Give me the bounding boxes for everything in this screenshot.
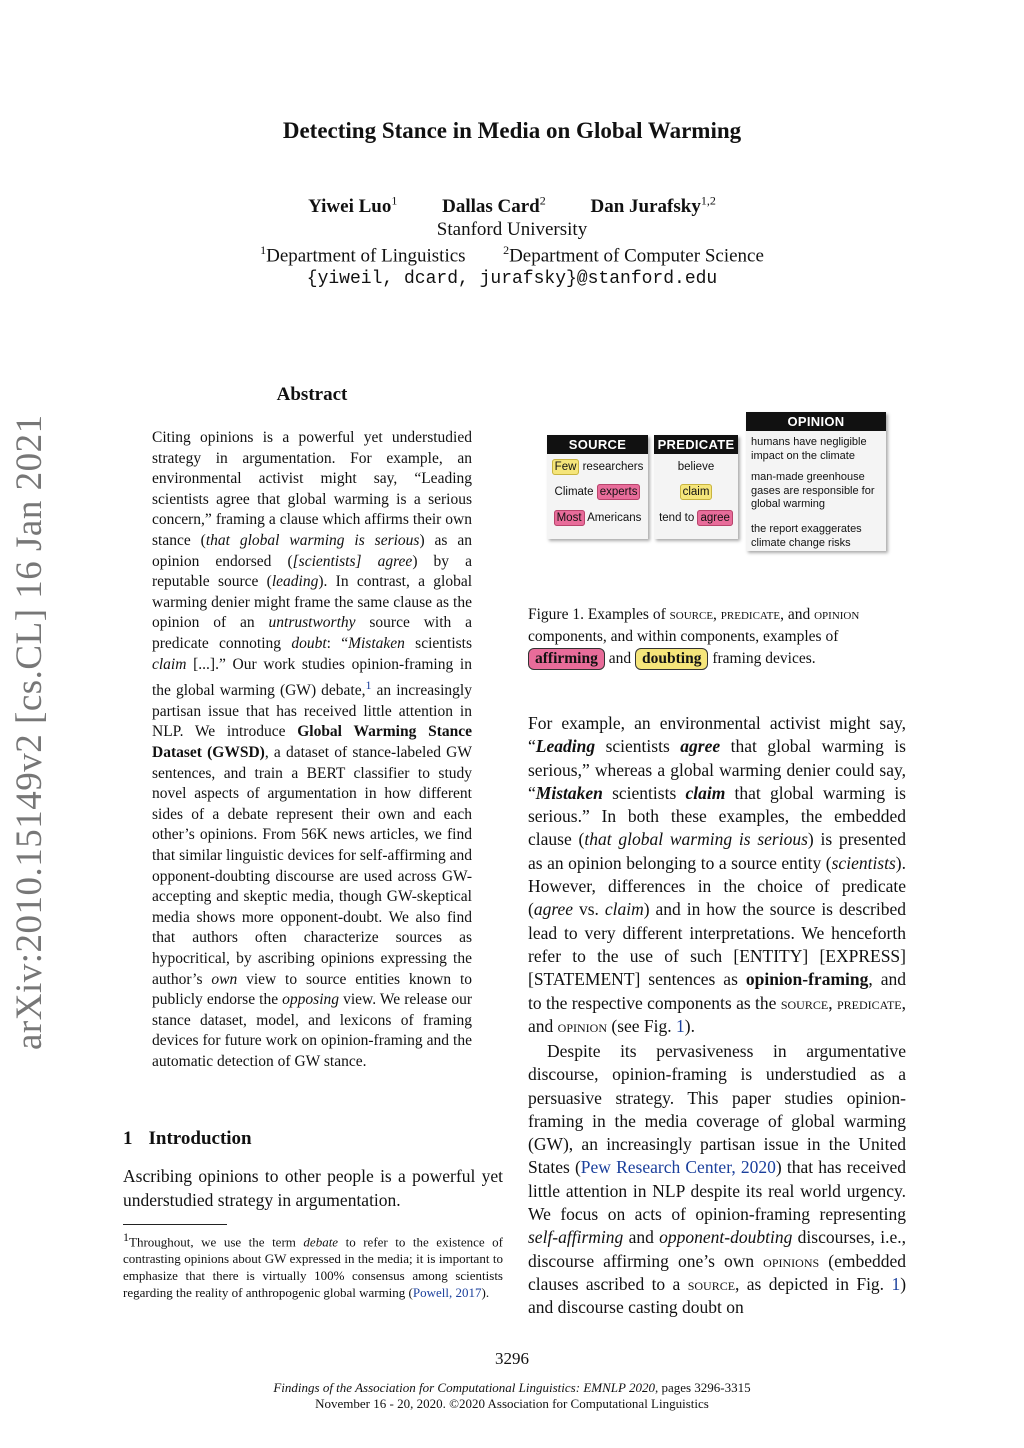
figure-ref-link[interactable]: 1: [891, 1273, 901, 1294]
opinion-box: [746, 412, 886, 551]
author-3: Dan Jurafsky$^{1,2}$: [590, 194, 716, 218]
page-number: 3296: [495, 1349, 529, 1368]
footnote-ref[interactable]: 1: [365, 678, 372, 693]
paper-title: Detecting Stance in Media on Global Warming: [282, 118, 742, 143]
predicate-header: PREDICATE: [654, 435, 738, 454]
predicate-box: [654, 435, 738, 539]
paragraph-1: For example, an environmental activist might say, “Leading scientists agree that global warming is serious,” whereas a global warming denier could say, “Mistaken scientists claim that global warming is serious.” In both these examples, the embedded clause (that global warming is serious) is presented as an opinion belonging to a source entity (scientists). However, differences in the choice of predicate (agree vs. claim) and in how the source is described lead to very different interpretations. We henceforth refer to the use of such [ENTITY] [EXPRESS] [STATEMENT] sentences as opinion-framing, and to the respective components as the source, predicate, and opinion (see Fig. 1).: [528, 713, 907, 1036]
departments: $^1$Department of Linguistics $^2$Department of Computer Science: [260, 243, 764, 267]
citation-link[interactable]: Pew Research Center, 2020: [580, 1157, 776, 1178]
author-1: Yiwei Luo$^1$: [308, 194, 398, 218]
opinion-header: OPINION: [746, 412, 886, 431]
affirming-chip: affirming: [528, 648, 605, 670]
footnote: $^1$Throughout, we use the term debate to refer to the existence of contrasting opinions about GW expressed in the media; it is important to emphasize that there is virtually 100% consensus among scientists regarding the reality of anthropogenic global warming (Powell, 2017).: [123, 1230, 504, 1300]
arxiv-stamp: arXiv:2010.15149v2 [cs.CL] 16 Jan 2021: [9, 414, 50, 1050]
abstract-body: Citing opinions is a powerful yet understudied strategy in argumentation. For example, an environmental activist might say, “Leading scientists agree that global warming is a serious concern,” framing a clause which affirms their own stance (that global warming is serious) as an opinion endorsed ([scientists] agree) by a reputable source (leading). In contrast, a global warming denier might frame the same clause as the opinion of an untrustworthy source with a predicate connoting doubt: “Mistaken scientists claim [...].” Our work studies opinion-framing in the global warming (GW) debate,$^1$ an increasingly partisan issue that has received little attention in NLP. We introduce Global Warming Stance Dataset (GWSD), a dataset of stance-labeled GW sentences, and train a BERT classifier to study novel aspects of argumentation in how different sides of a debate represent their own and each other’s opinions. From 56K news articles, we find that similar linguistic devices for self-affirming and opponent-doubting discourse are used across GW-accepting and skeptic media, though GW-skeptical media shows more opponent-doubt. We also find that authors often characterize sources as hypocritical, by ascribing opinions expressing the author’s own view to source entities known to publicly endorse the opposing view. We release our stance dataset, model, and lexicons of framing devices for future work on opinion-framing and the automatic detection of GW stance.: [152, 429, 473, 1070]
figure-ref-link[interactable]: 1: [676, 1015, 685, 1036]
opinion-row: the report exaggerates climate change risks: [751, 523, 862, 549]
figure-caption: Figure 1. Examples of source, predicate, and opinion components, and within components, examples of affirming and doubting framing devices.: [528, 604, 906, 670]
author-2: Dallas Card$^2$: [442, 194, 546, 218]
predicate-row: claim: [654, 486, 738, 498]
opinion-row: man-made greenhouse gases are responsible for global warming: [751, 471, 875, 510]
source-row: Most Americans: [547, 512, 648, 524]
intro-text: Ascribing opinions to other people is a powerful yet understudied strategy in argumentation.: [123, 1166, 503, 1210]
source-row: Climate experts: [547, 486, 648, 498]
abstract-heading: Abstract: [276, 384, 348, 405]
footnote-rule: [123, 1224, 227, 1225]
predicate-row: tend to agree: [654, 512, 738, 524]
affiliation: Stanford University: [436, 219, 588, 240]
paragraph-2: Despite its pervasiveness in argumentative discourse, opinion-framing is understudied as a persuasive strategy. This paper studies opinion-framing in the media coverage of global warming (GW), an increasingly partisan issue in the United States (Pew Research Center, 2020) that has received little attention in NLP despite its real world urgency. We focus on acts of opinion-framing representing self-affirming and opponent-doubting discourses, i.e., discourse affirming one’s own opinions (embedded clauses ascribed to a source, as depicted in Fig. 1) and discourse casting doubt on: [528, 1041, 907, 1318]
source-box: [547, 435, 648, 539]
author-emails[interactable]: {yiweil, dcard, jurafsky}@stanford.edu: [306, 269, 718, 289]
page-footer: Findings of the Association for Computational Linguistics: EMNLP 2020, pages 3296-3315 November 16 - 20, 2020. ©2020 Association for Computational Linguistics: [273, 1380, 751, 1411]
doubting-chip: doubting: [635, 648, 708, 670]
source-row: Few researchers: [547, 461, 648, 473]
section-heading: 1 Introduction: [123, 1128, 252, 1149]
predicate-row: believe: [677, 461, 715, 473]
citation-link[interactable]: Powell, 2017: [412, 1284, 482, 1300]
source-header: SOURCE: [547, 435, 648, 454]
author-list: [0, 194, 1024, 218]
opinion-row: humans have negligible impact on the climate: [751, 436, 867, 462]
